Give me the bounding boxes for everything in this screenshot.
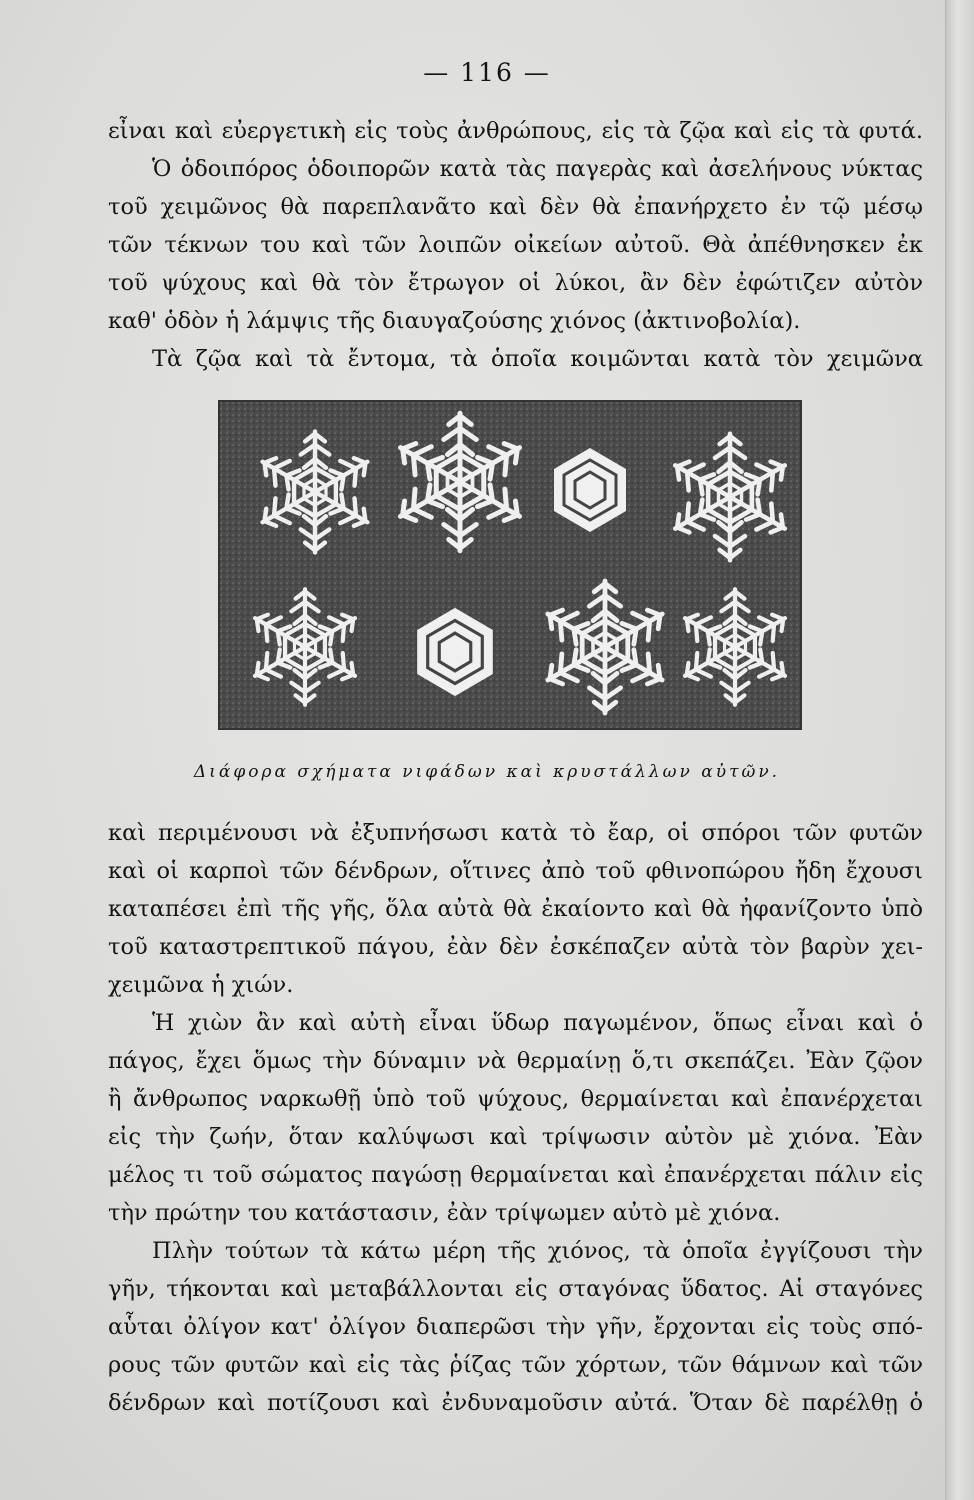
text-line: ρους τῶν φυτῶν καὶ εἰς τὰς ῥίζας τῶν χόρτων, τῶν θάμνων καὶ τῶν [108,1352,923,1378]
text-line: Ἡ χιὼν ἂν καὶ αὐτὴ εἶναι ὕδωρ παγωμένον, ὅπως εἶναι καὶ ὁ [152,1010,923,1036]
snowflake-illustration [218,400,802,730]
text-line: καὶ περιμένουσι νὰ ἐξυπνήσωσι κατὰ τὸ ἔαρ, οἱ σπόροι τῶν φυτῶν [108,820,923,846]
text-line: καθ' ὁδὸν ἡ λάμψις τῆς διαυγαζούσης χιόνος (ἀκτινοβολία). [108,308,801,334]
text-line: τοῦ ψύχους καὶ θὰ τὸν ἔτρωγον οἱ λύκοι, ἂν δὲν ἐφώτιζεν αὐτὸν [108,270,923,296]
text-line: τοῦ χειμῶνος θὰ παρεπλανᾶτο καὶ δὲν θὰ ἐπανήρχετο ἐν τῷ μέσῳ [108,194,923,220]
text-line: μέλος τι τοῦ σώματος παγώσῃ θερμαίνεται καὶ ἐπανέρχεται πάλιν εἰς [108,1162,923,1188]
text-line: τοῦ καταστρεπτικοῦ πάγου, ἐὰν δὲν ἐσκέπαζεν αὐτὰ τὸν βαρὺν χει- [108,934,923,960]
page-number: — 116 — [423,58,551,87]
text-line: ἢ ἄνθρωπος ναρκωθῇ ὑπὸ τοῦ ψύχους, θερμαίνεται καὶ ἐπανέρχεται [108,1086,923,1112]
text-line: αὗται ὀλίγον κατ' ὀλίγον διαπερῶσι τὴν γῆν, ἔρχονται εἰς τοὺς σπό- [108,1314,923,1340]
text-line: Ὁ ὁδοιπόρος ὁδοιπορῶν κατὰ τὰς παγερὰς καὶ ἀσελήνους νύκτας [152,156,923,182]
next-page-edge [945,0,974,1500]
text-line: γῆν, τήκονται καὶ μεταβάλλονται εἰς σταγόνας ὕδατος. Αἱ σταγόνες [108,1276,923,1302]
text-line: Τὰ ζῷα καὶ τὰ ἔντομα, τὰ ὁποῖα κοιμῶνται κατὰ τὸν χειμῶνα [152,346,923,372]
text-line: τὴν πρώτην του κατάστασιν, ἐὰν τρίψωμεν αὐτὸ μὲ χιόνα. [108,1200,781,1226]
text-line: δένδρων καὶ ποτίζουσι καὶ ἐνδυναμοῦσιν αὐτά. Ὅταν δὲ παρέλθῃ ὁ [108,1390,923,1416]
text-line: εἰς τὴν ζωήν, ὅταν καλύψωσι καὶ τρίψωσιν αὐτὸν μὲ χιόνα. Ἐὰν [108,1124,923,1150]
text-line: καταπέσει ἐπὶ τῆς γῆς, ὅλα αὐτὰ θὰ ἐκαίοντο καὶ θὰ ἠφανίζοντο ὑπὸ [108,896,923,922]
text-line: τῶν τέκνων του καὶ τῶν λοιπῶν οἰκείων αὐτοῦ. Θὰ ἀπέθνησκεν ἐκ [108,232,923,258]
text-line: Πλὴν τούτων τὰ κάτω μέρη τῆς χιόνος, τὰ ὁποῖα ἐγγίζουσι τὴν [152,1238,923,1264]
figure-caption: Διάφορα σχήματα νιφάδων καὶ κρυστάλλων αὐτῶν. [193,762,781,782]
text-line: καὶ οἱ καρποὶ τῶν δένδρων, οἵτινες ἀπὸ τοῦ φθινοπώρου ἤδη ἔχουσι [108,858,923,884]
text-line: εἶναι καὶ εὐεργετικὴ εἰς τοὺς ἀνθρώπους, εἰς τὰ ζῷα καὶ εἰς τὰ φυτά. [108,118,923,144]
text-line: χειμῶνα ἡ χιών. [108,972,294,998]
text-line: πάγος, ἔχει ὅμως τὴν δύναμιν νὰ θερμαίνῃ ὅ,τι σκεπάζει. Ἐὰν ζῷον [108,1048,923,1074]
